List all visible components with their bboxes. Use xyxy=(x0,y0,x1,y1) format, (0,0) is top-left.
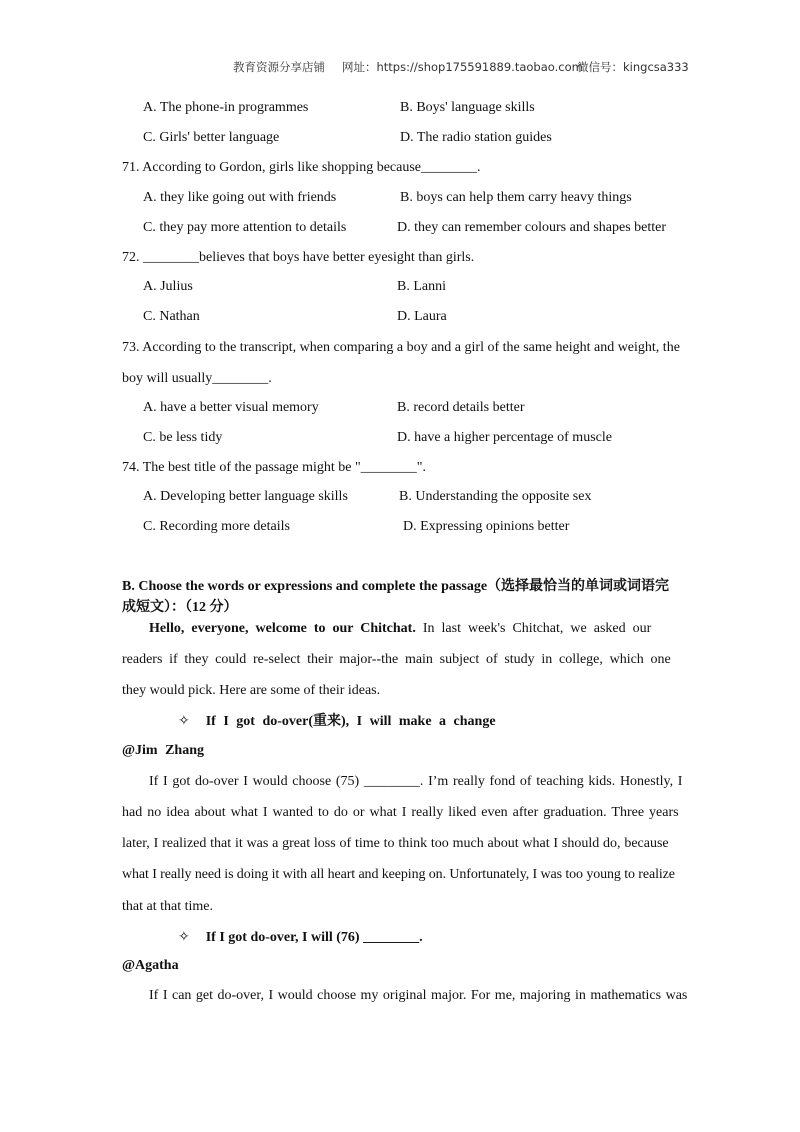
q74-option-a: A. Developing better language skills xyxy=(143,489,348,504)
q71-option-b: B. boys can help them carry heavy things xyxy=(400,190,632,205)
para1-line2: had no idea about what I wanted to do or what I really liked even after graduation. Three years xyxy=(122,805,679,820)
intro-greeting: Hello, everyone, welcome to our Chitchat. xyxy=(149,621,416,636)
q71-option-a: A. they like going out with friends xyxy=(143,190,337,205)
q73-option-c: C. be less tidy xyxy=(143,430,223,445)
q71-option-d: D. they can remember colours and shapes better xyxy=(397,220,667,235)
q70-option-b: B. Boys' language skills xyxy=(400,100,535,115)
header-shop: 教育资源分享店铺 xyxy=(233,60,325,74)
diamond-bullet-icon: ✧ xyxy=(178,929,190,945)
intro-text-1: In last week's Chitchat, we asked our xyxy=(415,621,652,636)
header-wechat: 微信号：kingcsa333 xyxy=(577,60,689,74)
q72-stem: 72. ________believes that boys have better eyesight than girls. xyxy=(122,250,475,265)
q73-stem-line2: boy will usually________. xyxy=(122,371,272,386)
header-url: 网址：https://shop175591889.taobao.com xyxy=(342,60,583,74)
subheading-1-text: If I got do-over(重来), I will make a change xyxy=(205,714,496,729)
section-b-title-line1: B. Choose the words or expressions and complete the passage（选择最恰当的单词或词语完 xyxy=(122,579,670,594)
q70-option-a: A. The phone-in programmes xyxy=(143,100,309,115)
section-b-title-line2: 成短文）：（12 分） xyxy=(122,600,238,615)
q72-option-b: B. Lanni xyxy=(397,279,446,294)
q72-option-d: D. Laura xyxy=(397,309,447,324)
subheading-1 xyxy=(178,712,496,731)
intro-line2: readers if they could re-select their major--the main subject of study in college, which one xyxy=(122,652,671,667)
author-agatha: @Agatha xyxy=(122,958,179,973)
para2-line1: If I can get do-over, I would choose my original major. For me, majoring in mathematics was xyxy=(149,988,688,1003)
q72-option-a: A. Julius xyxy=(143,279,193,294)
q73-option-a: A. have a better visual memory xyxy=(143,400,319,415)
q71-option-c: C. they pay more attention to details xyxy=(143,220,347,235)
q73-stem-line1: 73. According to the transcript, when comparing a boy and a girl of the same height and weight, the xyxy=(122,340,680,355)
subheading-2-text: If I got do-over, I will (76) ________. xyxy=(205,930,423,945)
q73-option-b: B. record details better xyxy=(397,400,525,415)
diamond-bullet-icon: ✧ xyxy=(178,713,190,729)
intro-line1 xyxy=(149,620,651,638)
q70-option-d: D. The radio station guides xyxy=(400,130,552,145)
q73-option-d: D. have a higher percentage of muscle xyxy=(397,430,612,445)
para1-line5: that at that time. xyxy=(122,899,213,914)
q74-stem: 74. The best title of the passage might be "________". xyxy=(122,460,426,475)
q72-option-c: C. Nathan xyxy=(143,309,200,324)
para1-line1: If I got do-over I would choose (75) ________. I’m really fond of teaching kids. Honestly, I xyxy=(149,774,683,789)
intro-line3: they would pick. Here are some of their ideas. xyxy=(122,683,381,698)
q71-stem: 71. According to Gordon, girls like shopping because________. xyxy=(122,160,481,175)
para1-line3: later, I realized that it was a great loss of time to think too much about what I should do, because xyxy=(122,836,669,851)
q74-option-b: B. Understanding the opposite sex xyxy=(399,489,592,504)
para1-line4: what I really need is doing it with all heart and keeping on. Unfortunately, I was too young to realize xyxy=(122,867,675,882)
q70-option-c: C. Girls' better language xyxy=(143,130,280,145)
subheading-2 xyxy=(178,928,423,947)
q74-option-d: D. Expressing opinions better xyxy=(403,519,570,534)
page-header xyxy=(233,59,693,75)
author-jim-zhang: @Jim Zhang xyxy=(122,743,204,758)
q74-option-c: C. Recording more details xyxy=(143,519,290,534)
